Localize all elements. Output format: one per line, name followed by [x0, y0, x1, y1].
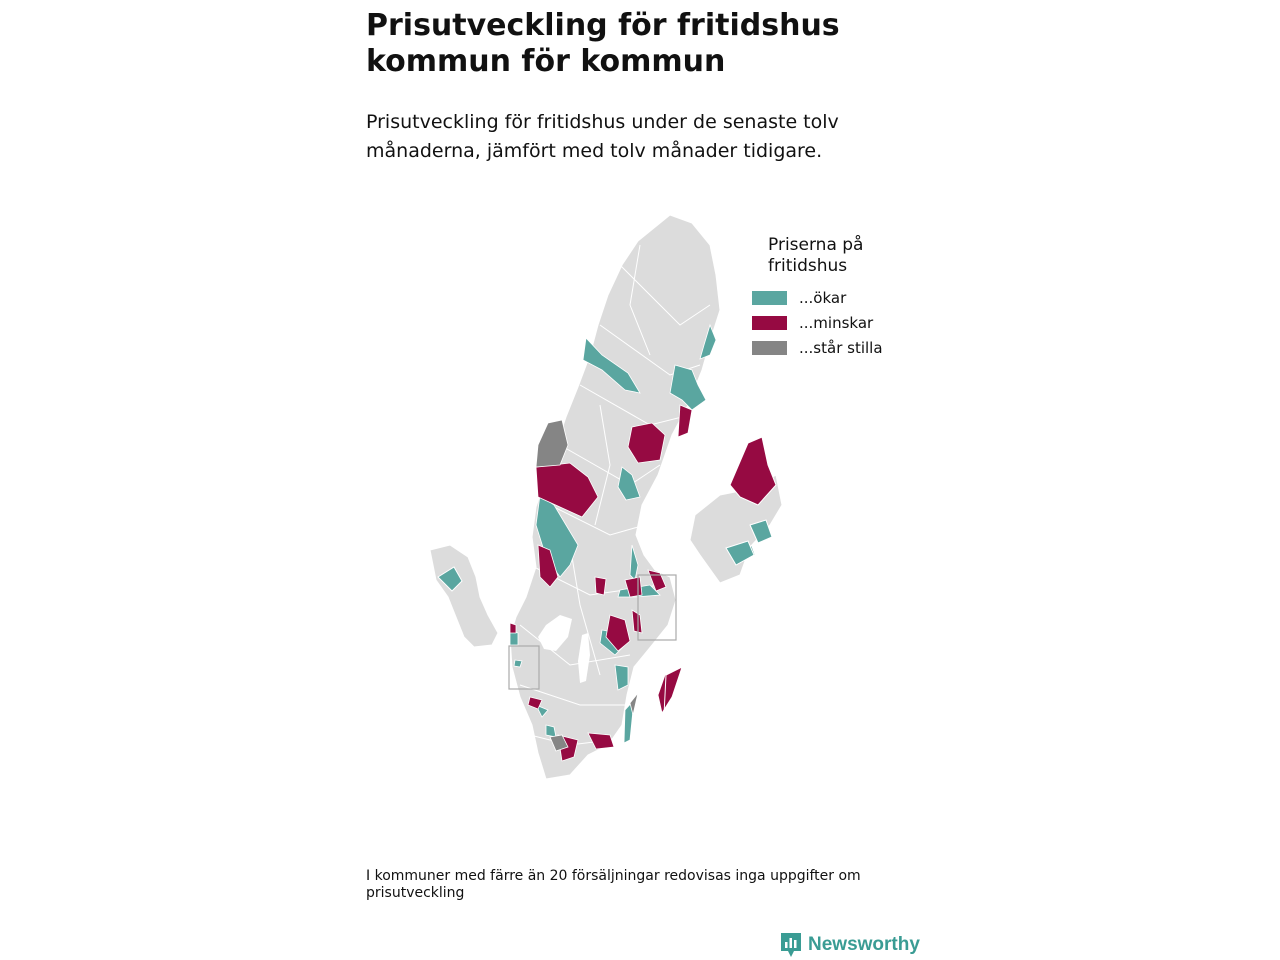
legend-item-increase [752, 285, 888, 310]
footnote: I kommuner med färre än 20 försäljningar redovisas inga uppgifter om prisutveckling [366, 868, 861, 901]
legend-label-unchanged: ...står stilla [799, 338, 883, 357]
legend-swatch-decrease [752, 316, 787, 330]
inset-west-coast [430, 545, 498, 647]
legend-swatch-unchanged [752, 341, 787, 355]
gotland-island [664, 667, 682, 715]
legend-swatch-increase [752, 291, 787, 305]
legend-label-increase: ...ökar [799, 288, 847, 307]
legend-item-unchanged [752, 335, 888, 360]
map-legend [752, 235, 888, 360]
legend-label-decrease: ...minskar [799, 313, 874, 332]
page-subtitle: Prisutveckling för fritidshus under de senaste tolv månaderna, jämfört med tolv månader tidigare. [366, 111, 839, 162]
legend-title: Priserna på fritidshus [768, 235, 864, 276]
newsworthy-logo-icon [780, 932, 802, 958]
brand-logo [780, 932, 920, 958]
legend-item-decrease [752, 310, 888, 335]
page-title: Prisutveckling för fritidshus kommun för kommun [366, 8, 840, 79]
brand-name: Newsworthy [808, 934, 920, 955]
